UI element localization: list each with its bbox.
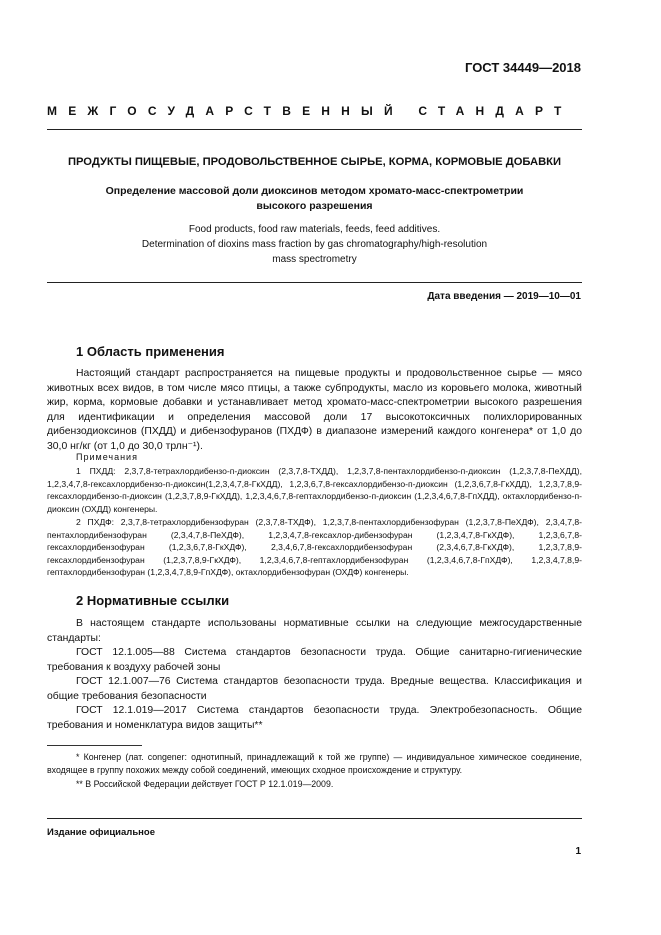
subtitle-line-2: высокого разрешения [256, 200, 373, 212]
footer-divider [47, 818, 582, 819]
notes-heading: Примечания [76, 452, 138, 462]
section-1-heading: 1 Область применения [76, 344, 225, 359]
page-number: 1 [575, 846, 581, 857]
footnote-divider [47, 745, 142, 746]
title-divider [47, 282, 582, 283]
english-title-line-1: Food products, food raw materials, feeds, feed additives. [188, 224, 441, 235]
footnote-2: ** В Российской Федерации действует ГОСТ Р 12.1.019—2009. [76, 779, 334, 789]
note-1: 1 ПХДД: 2,3,7,8-тетрахлордибензо-п-диоксин (2,3,7,8-ТХДД), 1,2,3,7,8-пентахлордибензо-п-диоксин (1,2,3,7,8-ПеХДД), 1,2,3,4,7,8-гексахлордибензо-п-диоксин(1,2,3,4,7,8-ГкХДД), 1,2,3,6,7,8-гексахлордибензо-п-диоксин (1,2,3,6,7,8-ГкХДД), 1,2,3,7,8,9-гексахлордибензо-п-диоксин (1,2,3,7,8,9-ГкХДД), 1,2,3,4,6,7,8-гептахлордибензо-п-диоксин (1,2,3,4,6,7,8-ГпХДД), октахлордибензо-п-диоксин (ОХДД) конгенеры. [47, 466, 582, 514]
edition-label: Издание официальное [47, 827, 155, 838]
section-2-heading: 2 Нормативные ссылки [76, 593, 230, 608]
note-2: 2 ПХДФ: 2,3,7,8-тетрахлордибензофуран (2,3,7,8-ТХДФ), 1,2,3,7,8-пентахлордибензофуран (1,2,3,7,8-ПеХДФ), 2,3,4,7,8-пентахлордибензофуран (2,3,4,7,8-ПеХДФ), 1,2,3,4,7,8-гексахлор-дибензофуран (1,2,3,4,7,8-ГкХДФ), 1,2,3,6,7,8-гексахлордибензофуран (1,2,3,6,7,8-ГкХДФ), 2,3,4,6,7,8-гексахлордибензофуран (2,3,4,6,7,8-ГкХДФ), 1,2,3,7,8,9-гексахлордибензофуран (1,2,3,7,8,9-ГкХДФ), 1,2,3,4,6,7,8-гептахлордибензофуран (1,2,3,4,6,7,8-ГпХДФ), 1,2,3,4,7,8,9-гептахлордибензофуран (1,2,3,4,7,8,9-ГпХДФ), октахлордибензофуран (ОХДФ) конгенеры. [47, 517, 582, 578]
english-title [47, 222, 582, 267]
standard-type-heading: МЕЖГОСУДАРСТВЕННЫЙ СТАНДАРТ [47, 104, 573, 118]
document-code: ГОСТ 34449—2018 [465, 60, 581, 75]
subtitle-line-1: Определение массовой доли диоксинов методом хромато-масс-спектрометрии [105, 185, 524, 197]
reference-item: ГОСТ 12.1.007—76 Система стандартов безопасности труда. Вредные вещества. Классификация и общие требования безопасности [47, 676, 582, 702]
document-subtitle [47, 184, 582, 214]
footnote-1: * Конгенер (лат. congener: однотипный, принадлежащий к той же группе) — индивидуальное химическое соединение, входящее в группу похожих между собой соединений, имеющих сходное происхождение и структуру. [47, 752, 582, 775]
header-divider [47, 129, 582, 130]
document-title: ПРОДУКТЫ ПИЩЕВЫЕ, ПРОДОВОЛЬСТВЕННОЕ СЫРЬЕ, КОРМА, КОРМОВЫЕ ДОБАВКИ [67, 156, 562, 168]
reference-item: ГОСТ 12.1.005—88 Система стандартов безопасности труда. Общие санитарно-гигиенические требования к воздуху рабочей зоны [47, 647, 582, 673]
english-title-line-2: Determination of dioxins mass fraction by gas chromatography/high-resolution [141, 239, 488, 250]
reference-item: ГОСТ 12.1.019—2017 Система стандартов безопасности труда. Электробезопасность. Общие требования и номенклатура видов защиты** [47, 705, 582, 731]
section-1-paragraph: Настоящий стандарт распространяется на пищевые продукты и продовольственное сырье — мясо животных всех видов, в том числе мясо птицы, а также субпродукты, масло из коровьего молока, животный жир, корма, кормовые добавки и устанавливает метод хромато-масс-спектрометрии высокого разрешения для идентификации и определения массовой доли 17 высокотоксичных полихлорированных дибензодиоксинов (ПХДД) и дибензофуранов (ПХДФ) в диапазоне измерений каждого конгенера* от 1,0 до 30,0 нг/кг (от 1,0 до 30,0 трлн⁻¹). [47, 368, 582, 452]
english-title-line-3: mass spectrometry [272, 254, 357, 265]
section-2-intro: В настоящем стандарте использованы нормативные ссылки на следующие межгосударственные стандарты: [47, 618, 582, 644]
effective-date: Дата введения — 2019—10—01 [427, 291, 581, 302]
